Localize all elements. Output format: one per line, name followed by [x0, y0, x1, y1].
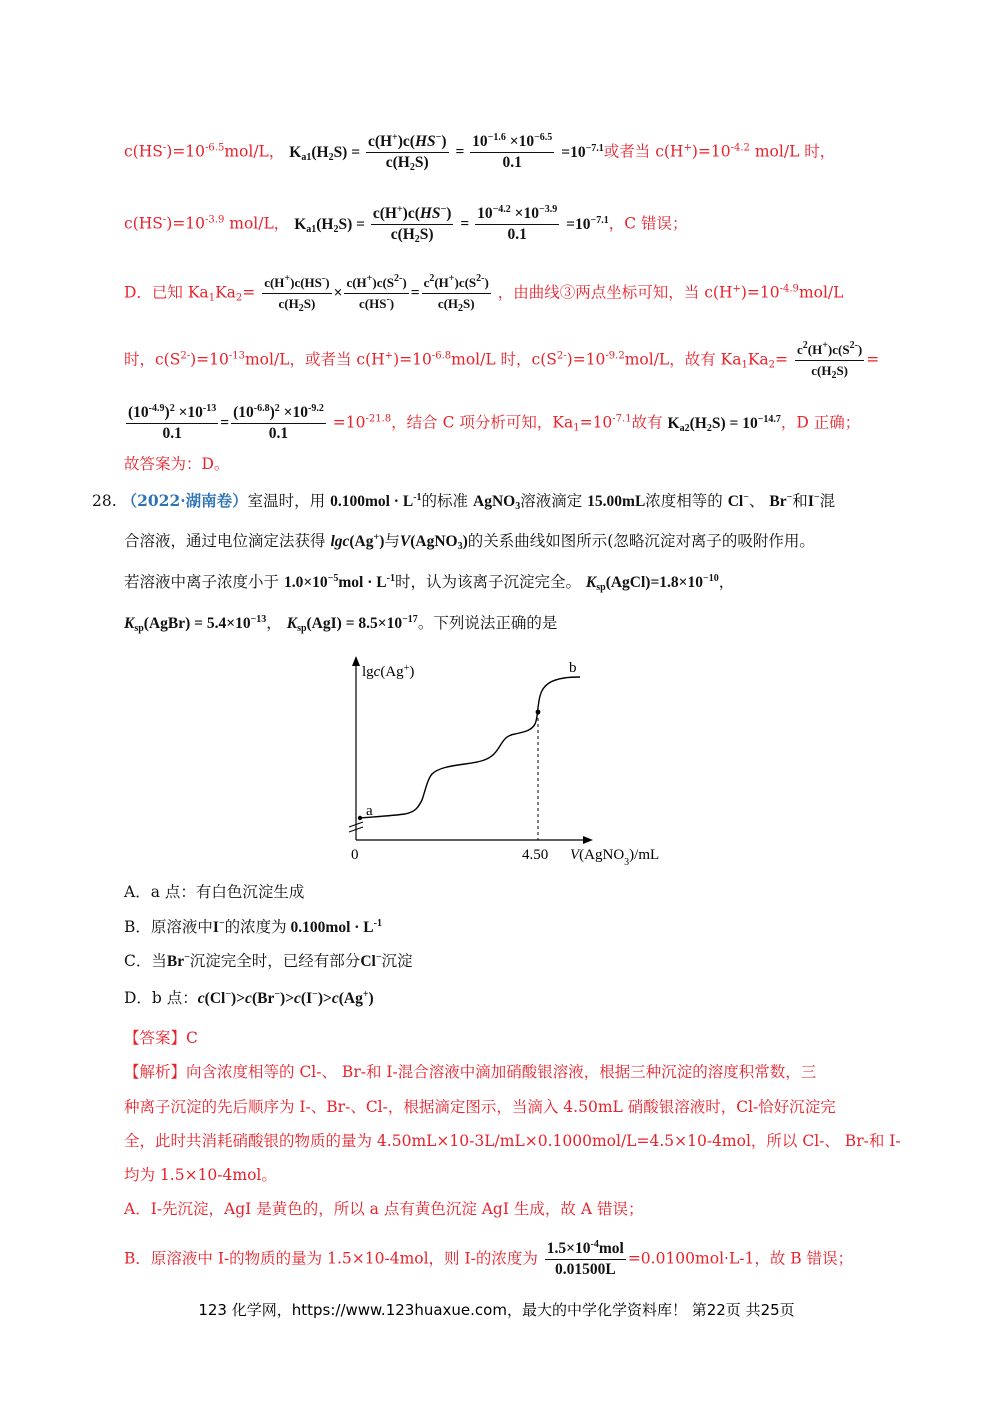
option-b: B．原溶液中I−的浓度为 $0.100mol \cdot L^{-1}$	[124, 918, 382, 936]
analysis-p2: 种离子沉淀的先后顺序为 I-、Br-、Cl-，根据滴定图示，当滴入 4.50mL 硝酸银溶液时，Cl-恰好沉淀完	[124, 1098, 836, 1116]
option-d: D．b 点：c(Cl−)>c(Br−)>c(I−)>c(Ag+)	[124, 989, 374, 1007]
page-footer: 123 化学网，https://www.123huaxue.com，最大的中学化学资料库！ 第22页 共25页	[198, 1301, 795, 1319]
analysis-label: 【解析】	[124, 1063, 187, 1081]
question-line-2: 合溶液，通过电位滴定法获得 lgc(Ag+)与V(AgNO$_3$)的关系曲线如图所示(忽略沉淀对离子的吸附作用。	[124, 532, 815, 552]
endpoint-marker	[536, 710, 541, 715]
line-6: 故答案为：D。	[124, 455, 230, 473]
question-source: （2022·湖南卷）	[121, 491, 248, 510]
line-4: 时，$c(S^{2-})=10^{-13}mol/L$，或者当 $c(H^+)=10^{-6.8}mol/L$ 时，$c(S^{2-})=10^{-9.2}mol/L$，故有 $Ka_1Ka_2=$ $\frac{c^2(H^+)c(S^{2-})}{c(H_2S)}$ =	[124, 340, 880, 381]
analysis-p3: 全，此时共消耗硝酸银的物质的量为 4.50mL×10-3L/mL×0.1000mol/L=4.5×10-4mol，所以 Cl-、 Br-和 I-	[124, 1132, 901, 1150]
ka1-fraction-4: $\frac{10^{-4.2} \times 10^{-3.9}}{0.1}$	[477, 204, 558, 243]
ka1-fraction-2: $\frac{10^{-1.6} \times 10^{-6.5}}{0.1}$	[472, 132, 553, 171]
x-axis-label: V(AgNO$_3$)/mL	[570, 847, 660, 868]
analysis-option-b: B．原溶液中 I-的物质的量为 1.5×10-4mol，则 I-的浓度为 $\frac{1.5\times 10^{-4}mol}{0.01500L}$ =0.0100mol·L-1，故 B 错误；	[124, 1239, 854, 1278]
line-2: $c(HS^-)=10^{-3.9}$ mol/L， $K_{a1}(H_2S)$ = $\frac{c(H^+)c(HS^-)}{c(H_2S)}$ = $\frac{10^{-4.2} \times 10^{-3.9}}{0.1}$ $=10^{-7.1}$，C 错误；	[124, 204, 688, 245]
answer-value: C	[186, 1029, 198, 1047]
line-5: $\frac{(10^{-4.9})^2 \times 10^{-13}}{0.1}$ = $\frac{(10^{-6.8})^2 \times 10^{-9.2}}{0.1}$ $=10^{-21.8}$，结合 C 项分析可知，$Ka_1=10^{-7.1}$故有 $K_{a2}(H_2S) = 10^{-14.7}$，D 正确；	[128, 403, 861, 442]
analysis-option-a: A．I-先沉淀，AgI 是黄色的，所以 a 点有黄色沉淀 AgI 生成，故 A 错误；	[124, 1200, 644, 1218]
x-tick-label: 4.50	[522, 847, 549, 863]
ka1-fraction-1: $\frac{c(H^+)c(HS^-)}{c(H_2S)}$	[367, 132, 447, 173]
line-3: D．已知 $Ka_1Ka_2=$ $\frac{c(H^+)c(HS^-)}{c(H_2S)}$ × $\frac{c(H^+)c(S^{2-})}{c(HS^-)}$ = $\frac{c^2(H^+)c(S^{2-})}{c(H_2S)}$ ，由曲线③两点坐标可知，当 $c(H^+)=10^{-4.9}mol/L$	[124, 273, 844, 314]
question-line-4: $K_{sp}(AgBr) = 5.4\times 10^{-13}$， $K_{sp}(AgI) = 8.5\times 10^{-17}$。下列说法正确的是	[124, 614, 558, 634]
question-line-3: 若溶液中离子浓度小于 $1.0\times 10^{-5}mol \cdot L^{-1}$时，认为该离子沉淀完全。 $K_{sp}(AgCl)=1.8\times 10^{-10}$，	[124, 573, 735, 593]
titration-chart	[330, 650, 710, 870]
x-axis-arrow	[583, 836, 593, 844]
answer-line	[124, 1027, 198, 1049]
option-c: C．当Br−沉淀完全时，已经有部分Cl−沉淀	[124, 952, 413, 970]
analysis-p1: 【解析】向含浓度相等的 Cl-、 Br-和 I-混合溶液中滴加硝酸银溶液，根据三种沉淀的溶度积常数，三	[124, 1063, 817, 1081]
analysis-p4: 均为 1.5×10-4mol。	[124, 1166, 277, 1184]
question-line-1: 28. （2022·湖南卷）室温时，用 $0.100mol \cdot L^{-1}$的标准 AgNO$_3$溶液滴定 15.00mL浓度相等的 Cl−、 Br−和I−混	[92, 491, 836, 512]
question-number: 28.	[92, 492, 117, 510]
titration-curve	[360, 677, 580, 818]
ka1-formula: $K_{a1}(H_2S)$ =	[289, 143, 364, 163]
y-axis-arrow	[352, 656, 360, 666]
ka1-fraction-3: $\frac{c(H^+)c(HS^-)}{c(H_2S)}$	[372, 204, 452, 245]
point-b-label: b	[569, 660, 577, 676]
answer-label: 【答案】	[124, 1029, 187, 1047]
point-a-marker	[358, 816, 362, 820]
line-1: $c(HS^-)=10^{-6.5}mol/L$， $K_{a1}(H_2S)$ = $\frac{c(H^+)c(HS^-)}{c(H_2S)}$ = $\frac{10^{-1.6} \times 10^{-6.5}}{0.1}$ $=10^{-7.1}$或者当 $c(H^+)=10^{-4.2}$ mol/L 时，	[124, 132, 836, 173]
y-axis-label: lgc(Ag+)	[362, 662, 415, 680]
x-origin-label: 0	[351, 847, 359, 863]
option-a: A．a 点：有白色沉淀生成	[124, 883, 305, 901]
point-a-label: a	[366, 803, 373, 819]
